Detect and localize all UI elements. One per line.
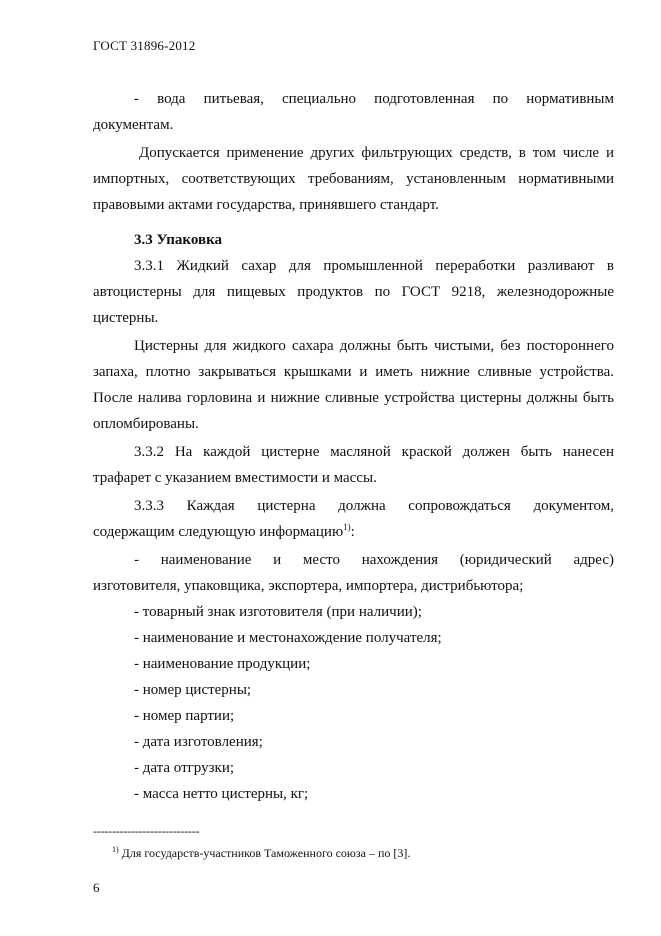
page-number: 6 — [93, 880, 100, 895]
list-item-line-1: - наименование и место нахождения (юридический адрес) — [134, 552, 614, 568]
list-item: - наименование и местонахождение получателя; — [134, 630, 442, 646]
list-item: - номер партии; — [134, 708, 235, 724]
clause-3-3-3-line-1: 3.3.3 Каждая цистерна должна сопровождаться документом, — [134, 498, 614, 514]
list-item-line-2: изготовителя, упаковщика, экспортера, импортера, дистрибьютора; — [93, 578, 524, 594]
list-item: - дата отгрузки; — [134, 760, 235, 776]
clause-3-3-3-line-2 — [93, 519, 614, 545]
footnote-reference: 1) — [343, 522, 351, 532]
list-item: - наименование продукции; — [134, 656, 311, 672]
document-header: ГОСТ 31896-2012 — [93, 38, 196, 53]
footnote-text: Для государств-участников Таможенного союза – по [3]. — [118, 846, 411, 860]
list-item: - номер цистерны; — [134, 682, 252, 698]
list-item: - товарный знак изготовителя (при наличии); — [134, 604, 422, 620]
clause-3-3-3-tail: : — [350, 524, 355, 540]
body-text — [93, 86, 614, 807]
clause-3-3-2: 3.3.2 На каждой цистерне масляной краской должен быть нанесен трафарет с указанием вместимости и массы. — [93, 444, 614, 486]
tank-paragraph: Цистерны для жидкого сахара должны быть чистыми, без постороннего запаха, плотно закрываться крышками и иметь нижние сливные устройства. После налива горловина и нижние сливные устройства цистерны должны быть опломбированы. — [93, 338, 614, 432]
footnote-separator: ---------------------------- — [93, 824, 200, 838]
footnote-marker: 1) — [112, 845, 119, 854]
section-heading: 3.3 Упаковка — [134, 232, 223, 248]
footnote — [112, 846, 410, 861]
clause-3-3-3-text: содержащим следующую информацию — [93, 524, 344, 540]
list-item: - дата изготовления; — [134, 734, 263, 750]
water-item-line-1: - вода питьевая, специально подготовленная по нормативным — [134, 91, 614, 107]
water-item-line-2: документам. — [93, 117, 174, 133]
list-item: - масса нетто цистерны, кг; — [134, 786, 309, 802]
clause-3-3-1: 3.3.1 Жидкий сахар для промышленной переработки разливают в автоцистерны для пищевых продуктов по ГОСТ 9218, железнодорожные цистерны. — [93, 258, 614, 326]
filter-paragraph: Допускается применение других фильтрующих средств, в том числе и импортных, соответствующих требованиям, установленным нормативными правовыми актами государства, принявшего стандарт. — [93, 145, 614, 213]
